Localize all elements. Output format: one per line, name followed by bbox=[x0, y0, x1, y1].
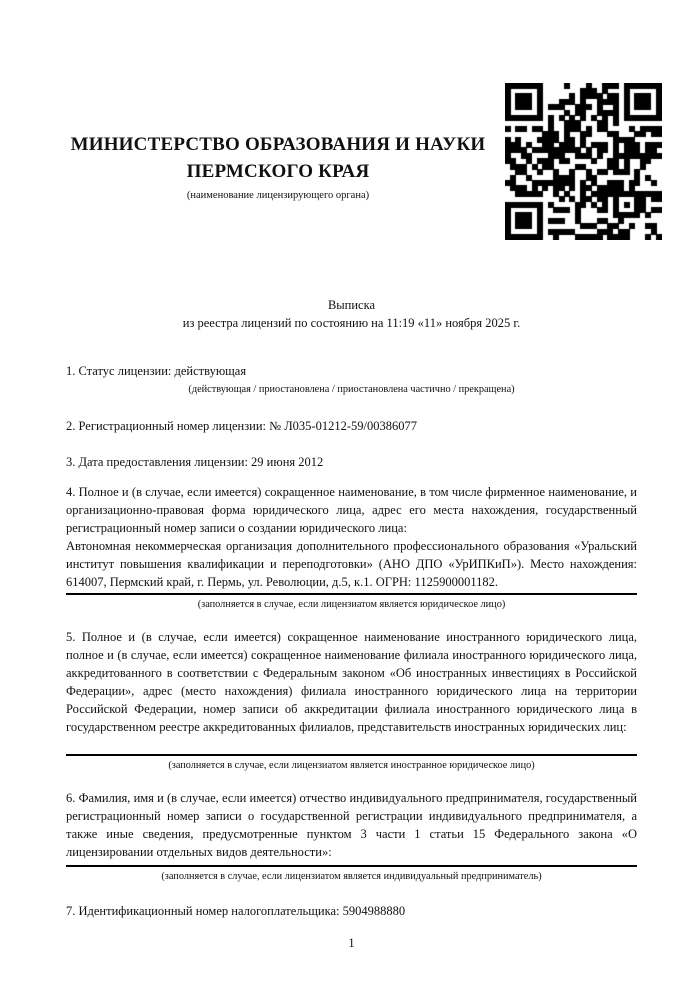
qr-code-icon bbox=[505, 83, 662, 240]
document-title-line1: Выписка bbox=[327, 298, 376, 312]
legal-entity-answer: Автономная некоммерческая организация дополнительного профессионального образования «Уральский институт повышения квалификации и переподготовки» (АНО ДПО «УрИПКиП»). Место нахождения: 614007, Пермский край, г. Пермь, ул. Революции, д.5, к.1. ОГРН: 1125900001182. bbox=[66, 539, 637, 589]
fill-line-foreign-entity bbox=[66, 754, 637, 756]
page-number: 1 bbox=[348, 936, 355, 950]
foreign-entity-answer bbox=[66, 736, 637, 752]
document-body bbox=[66, 296, 637, 952]
fill-line-entrepreneur bbox=[66, 865, 637, 867]
entrepreneur-caption: (заполняется в случае, если лицензиатом является индивидуальный предприниматель) bbox=[161, 871, 542, 882]
legal-entity-caption: (заполняется в случае, если лицензиатом является юридическое лицо) bbox=[197, 599, 506, 610]
fill-line-legal-entity bbox=[66, 593, 637, 595]
license-date-item: 3. Дата предоставления лицензии: 29 июня 2012 bbox=[66, 455, 324, 469]
foreign-entity-caption: (заполняется в случае, если лицензиатом является иностранное юридическое лицо) bbox=[168, 760, 535, 771]
document-title-line2: из реестра лицензий по состоянию на 11:19 «11» ноября 2025 г. bbox=[182, 316, 521, 330]
ministry-caption: (наименование лицензирующего органа) bbox=[186, 190, 370, 201]
ministry-name-line1: МИНИСТЕРСТВО ОБРАЗОВАНИЯ И НАУКИ bbox=[70, 134, 486, 155]
document-title bbox=[66, 296, 637, 332]
license-status-item: 1. Статус лицензии: действующая bbox=[66, 364, 247, 378]
license-status-caption: (действующая / приостановлена / приостановлена частично / прекращена) bbox=[188, 384, 515, 395]
taxpayer-id-item: 7. Идентификационный номер налогоплательщика: 5904988880 bbox=[66, 904, 406, 918]
ministry-name-line2: ПЕРМСКОГО КРАЯ bbox=[186, 161, 370, 182]
entrepreneur-question: 6. Фамилия, имя и (в случае, если имеется) отчество индивидуального предпринимателя, государственный регистрационный номер записи о государственной регистрации индивидуального предпринимателя, а также иные сведения, предусмотренные пунктом 3 части 1 статьи 15 Федерального закона «О лицензировании отдельных видов деятельности»: bbox=[66, 791, 637, 859]
legal-entity-question: 4. Полное и (в случае, если имеется) сокращенное наименование, в том числе фирменное наименование, и организационно-правовая форма юридического лица, адрес его места нахождения, государственный регистрационный номер записи о создании юридического лица: bbox=[66, 485, 637, 535]
foreign-entity-question: 5. Полное и (в случае, если имеется) сокращенное наименование иностранного юридического лица, полное и (в случае, если имеется) сокращенное наименование филиала иностранного юридического лица, аккредитованного в соответствии с Федеральным законом «Об иностранных инвестициях в Российской Федерации», адрес (место нахождения) филиала иностранного юридического лица на территории Российской Федерации, номер записи об аккредитации филиала иностранного юридического лица в государственном реестре аккредитованных филиалов, представительств иностранных юридических лиц: bbox=[66, 630, 637, 734]
letterhead bbox=[66, 131, 490, 201]
registration-number-item: 2. Регистрационный номер лицензии: № Л035-01212-59/00386077 bbox=[66, 419, 417, 433]
